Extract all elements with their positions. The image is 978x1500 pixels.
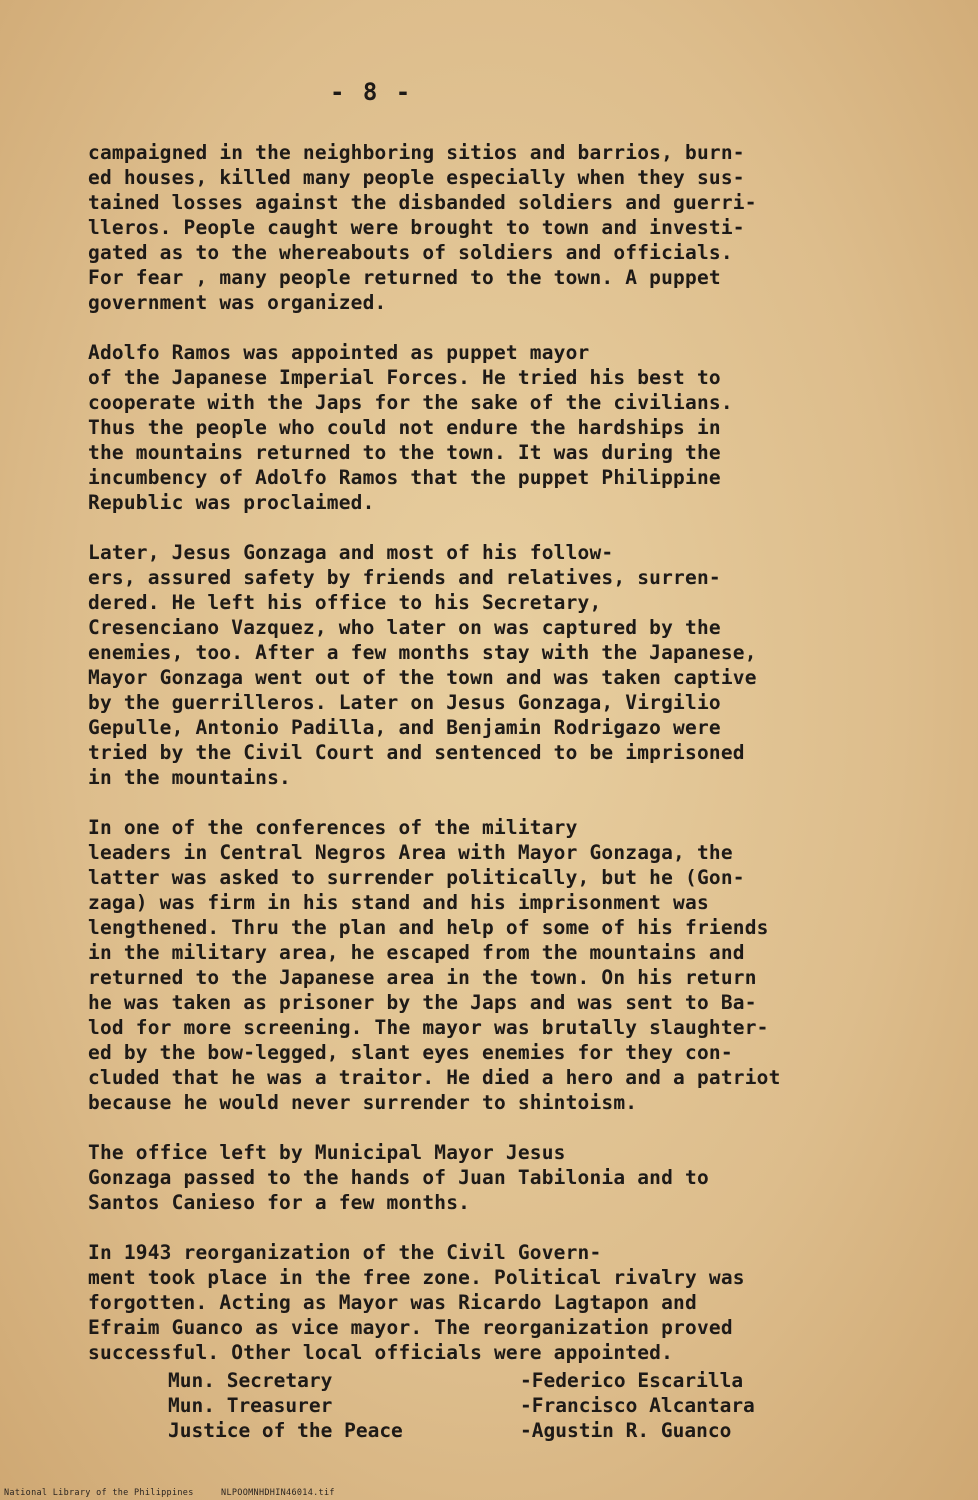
official-row	[168, 1368, 755, 1393]
official-row	[168, 1418, 755, 1443]
official-name: -Francisco Alcantara	[520, 1394, 755, 1417]
paragraph-5: The office left by Municipal Mayor Jesus Gonzaga passed to the hands of Juan Tabilonia and to Santos Canieso for a few months.	[88, 1141, 709, 1214]
paragraph-3: Later, Jesus Gonzaga and most of his follow- ers, assured safety by friends and relatives, surren- dered. He left his office to his Secretary, Cresenciano Vazquez, who later on was captured by the enemies, too. After a few months stay with the Japanese, Mayor Gonzaga went out of the town and was taken captive by the guerrilleros. Later on Jesus Gonzaga, Virgilio Gepulle, Antonio Padilla, and Benjamin Rodrigazo were tried by the Civil Court and sentenced to be imprisoned in the mountains.	[88, 541, 757, 789]
officials-list	[168, 1368, 755, 1443]
footer-filename: NLPOOMNHDHIN46014.tif	[221, 1488, 335, 1498]
official-position: Mun. Treasurer	[168, 1394, 333, 1417]
paragraph-4: In one of the conferences of the military leaders in Central Negros Area with Mayor Gonzaga, the latter was asked to surrender politically, but he (Gon- zaga) was firm in his stand and his imprisonment was lengthened. Thru the plan and help of some of his friends in the military area, he escaped from the mountains and returned to the Japanese area in the town. On his return he was taken as prisoner by the Japs and was sent to Ba- lod for more screening. The mayor was brutally slaughter- ed by the bow-legged, slant eyes enemies for they con- cluded that he was a traitor. He died a hero and a patriot because he would never surrender to shintoism.	[88, 816, 781, 1114]
body-text	[88, 140, 948, 1390]
official-row	[168, 1393, 755, 1418]
page-number: - 8 -	[330, 78, 413, 106]
footer-library: National Library of the Philippines	[4, 1488, 194, 1498]
paragraph-6: In 1943 reorganization of the Civil Govern- ment took place in the free zone. Political rivalry was forgotten. Acting as Mayor was Ricardo Lagtapon and Efraim Guanco as vice mayor. The reorganization proved successful. Other local officials were appointed.	[88, 1241, 745, 1364]
scan-footer	[4, 1488, 357, 1498]
paragraph-1: campaigned in the neighboring sitios and barrios, burn- ed houses, killed many people especially when they sus- tained losses against the disbanded soldiers and guerri- lleros. People caught were brought to town and investi- gated as to the whereabouts of soldiers and officials. For fear , many people returned to the town. A puppet government was organized.	[88, 141, 757, 314]
official-position: Mun. Secretary	[168, 1369, 333, 1392]
official-name: -Federico Escarilla	[520, 1369, 744, 1392]
official-name: -Agustin R. Guanco	[520, 1419, 732, 1442]
official-position: Justice of the Peace	[168, 1419, 403, 1442]
paragraph-2: Adolfo Ramos was appointed as puppet mayor of the Japanese Imperial Forces. He tried his best to cooperate with the Japs for the sake of the civilians. Thus the people who could not endure the hardships in the mountains returned to the town. It was during the incumbency of Adolfo Ramos that the puppet Philippine Republic was proclaimed.	[88, 341, 733, 514]
